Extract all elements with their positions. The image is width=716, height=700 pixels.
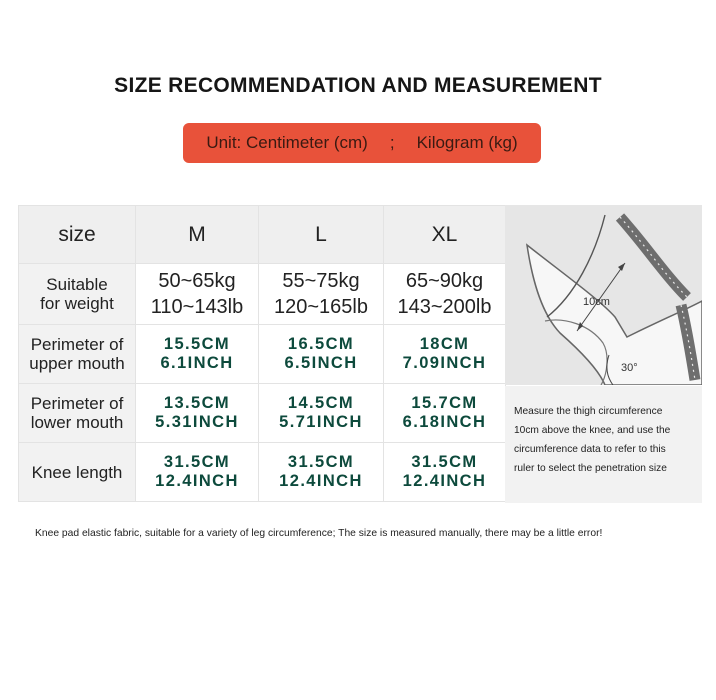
measurement-note <box>514 402 694 478</box>
header-size-label: size <box>19 206 136 264</box>
table-row <box>19 384 506 443</box>
measure-inch: 6.18INCH <box>402 413 487 431</box>
weight-kg: 50~65kg <box>158 270 236 292</box>
upper-row-label <box>19 325 136 384</box>
knee-cell-m <box>136 443 259 502</box>
table-header-row <box>19 206 506 264</box>
lower-cell-xl <box>384 384 506 443</box>
knee-cell-l <box>259 443 384 502</box>
table-row <box>19 325 506 384</box>
label-line: Perimeter of <box>30 335 124 354</box>
table-row <box>19 443 506 502</box>
knee-illustration <box>505 205 702 385</box>
measure-cm: 18CM <box>419 335 470 353</box>
footnote: Knee pad elastic fabric, suitable for a variety of leg circumference; The size is measured manually, there may be a little error! <box>35 528 603 539</box>
knee-cell-xl <box>384 443 506 502</box>
unit-badge <box>183 123 541 163</box>
measure-inch: 6.5INCH <box>284 354 358 372</box>
knee-row-label: Knee length <box>19 443 136 502</box>
measure-cm: 13.5CM <box>163 394 231 412</box>
measure-cm: 16.5CM <box>287 335 355 353</box>
measure-inch: 7.09INCH <box>402 354 487 372</box>
measure-cm: 31.5CM <box>287 453 355 471</box>
label-line: lower mouth <box>30 413 124 432</box>
angle-label: 30° <box>621 362 638 374</box>
measure-cm: 15.7CM <box>411 394 478 412</box>
lower-cell-l <box>259 384 384 443</box>
note-line: circumference data to refer to this <box>514 444 666 455</box>
arrow-head-icon <box>618 263 625 271</box>
label-line: Suitable <box>46 275 108 294</box>
measurement-note-panel <box>505 386 702 503</box>
weight-cell-l <box>259 264 384 325</box>
upper-tape <box>620 217 687 297</box>
weight-cell-xl <box>384 264 506 325</box>
table-row <box>19 264 506 325</box>
weight-kg: 55~75kg <box>282 270 360 292</box>
lower-row-label <box>19 384 136 443</box>
measure-cm: 31.5CM <box>163 453 231 471</box>
weight-row-label <box>19 264 136 325</box>
measure-inch: 12.4INCH <box>402 472 487 490</box>
measure-inch: 6.1INCH <box>160 354 234 372</box>
page-title: SIZE RECOMMENDATION AND MEASUREMENT <box>114 74 602 97</box>
leg-shape <box>527 245 702 385</box>
note-line: Measure the thigh circumference <box>514 406 663 417</box>
knee-measurement-diagram <box>505 205 702 385</box>
measure-cm: 15.5CM <box>163 335 231 353</box>
measure-inch: 5.71INCH <box>279 413 363 431</box>
measure-inch: 12.4INCH <box>155 472 239 490</box>
size-table <box>18 205 506 502</box>
label-line: upper mouth <box>29 354 125 373</box>
measure-cm: 14.5CM <box>287 394 355 412</box>
weight-lb: 110~143lb <box>150 296 244 318</box>
weight-lb: 143~200lb <box>397 296 492 318</box>
unit-centimeter-label: Unit: Centimeter (cm) <box>206 133 368 152</box>
measure-cm: 31.5CM <box>411 453 478 471</box>
weight-kg: 65~90kg <box>405 270 484 292</box>
weight-cell-m <box>136 264 259 325</box>
note-line: ruler to select the penetration size <box>514 463 667 474</box>
label-line: for weight <box>40 294 114 313</box>
label-line: Perimeter of <box>30 394 124 413</box>
upper-cell-xl <box>384 325 506 384</box>
upper-cell-l <box>259 325 384 384</box>
measure-inch: 12.4INCH <box>279 472 363 490</box>
header-size-xl: XL <box>384 206 506 264</box>
note-line: 10cm above the knee, and use the <box>514 425 671 436</box>
unit-kilogram-label: Kilogram (kg) <box>416 133 518 152</box>
upper-cell-m <box>136 325 259 384</box>
distance-label: 10cm <box>583 296 610 308</box>
header-size-l: L <box>259 206 384 264</box>
lower-cell-m <box>136 384 259 443</box>
weight-lb: 120~165lb <box>274 296 368 318</box>
measure-inch: 5.31INCH <box>155 413 239 431</box>
unit-separator: ; <box>389 133 395 152</box>
header-size-m: M <box>136 206 259 264</box>
